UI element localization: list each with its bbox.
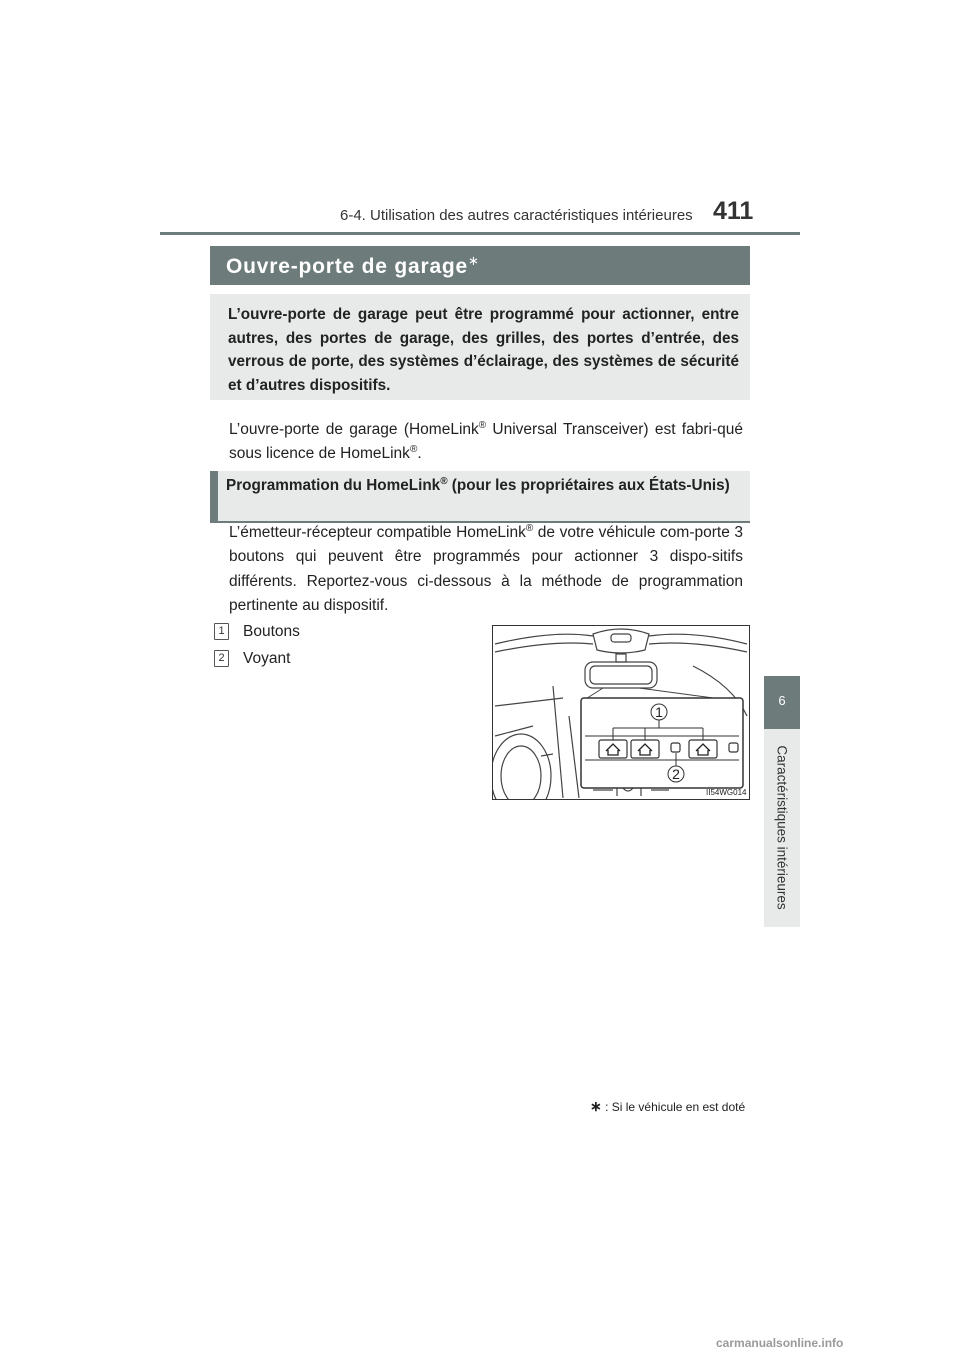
page-title-text: Ouvre-porte de garage [226,255,469,278]
optional-equipment-mark: ∗ [468,253,479,268]
subheading-box [210,471,750,523]
legend-number-1: 1 [214,623,229,640]
legend-number-2: 2 [214,650,229,667]
registered-mark: ® [525,522,534,534]
chapter-title: Caractéristiques intérieures [774,745,790,910]
paragraph-programming [229,521,743,618]
paragraph-license-text: Universal Transceiver) est fabri-qué sous licence de HomeLink [229,421,743,462]
page-title-bar [210,246,750,285]
homelink-illustration [492,625,750,800]
chapter-number: 6 [778,693,786,708]
paragraph-license [229,418,743,466]
section-header: 6-4. Utilisation des autres caractéristiques intérieures [340,207,693,224]
registered-mark: ® [440,475,448,487]
indicator-light-icon [671,743,680,752]
subheading-text [226,474,744,497]
registered-mark: ® [478,419,487,431]
paragraph-license-text: . [417,445,422,462]
registered-mark: ® [409,443,418,455]
subheading-text-part: (pour les propriétaires aux États-Unis) [447,477,730,494]
car-interior-drawing [493,626,749,799]
callout-1: 1 [655,704,663,720]
watermark: carmanualsonline.info [716,1336,844,1350]
intro-box [210,294,750,400]
footnote [590,1098,745,1115]
indicator-light-icon [729,743,738,752]
page-title [226,253,479,279]
header-rule [160,232,800,235]
paragraph-programming-text: L’émetteur-récepteur compatible HomeLink [229,524,526,541]
legend-label-buttons: Boutons [243,623,300,640]
subheading-text-part: Programmation du HomeLink [226,477,441,494]
legend-label-indicator: Voyant [243,650,291,667]
footnote-text: : Si le véhicule en est doté [605,1100,746,1114]
paragraph-license-text: L’ouvre-porte de garage (HomeLink [229,421,479,438]
intro-text: L’ouvre-porte de garage peut être programmé pour actionner, entre autres, des portes de garage, des grilles, des portes d’entrée, des verrous de porte, des systèmes d’éclairage, des systèmes de sécurité et d’autres dispositifs. [228,306,739,394]
footnote-star: ∗ [590,1098,602,1114]
figure-code: II54WG014 [706,788,747,797]
page-number: 411 [713,197,754,225]
paragraph-programming-text: de votre véhicule com-porte 3 boutons qui peuvent être programmés pour actionner 3 dispo-sitifs différents. Reportez-vous ci-dessous à la méthode de programmation pertinente au dispositif. [229,524,743,614]
callout-2: 2 [672,766,680,782]
